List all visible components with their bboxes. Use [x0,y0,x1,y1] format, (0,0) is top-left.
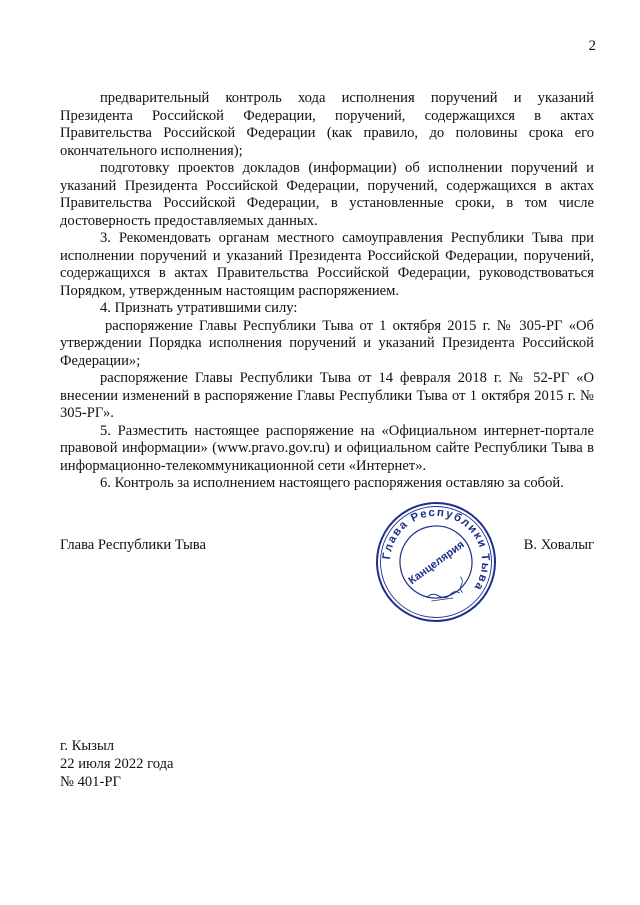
paragraph: 3. Рекомендовать органам местного самоуправления Республики Тыва при исполнении поручений и указаний Президента Российской Федерации, поручений, содержащихся в актах Правительства Российской Федерации, руководствоваться Порядком, утвержденным настоящим распоряжением. [60,230,594,299]
paragraph: 4. Признать утратившими силу: [100,300,298,316]
document-body [60,90,594,493]
paragraph: 6. Контроль за исполнением настоящего распоряжения оставляю за собой. [100,475,564,491]
paragraph: предварительный контроль хода исполнения поручений и указаний Президента Российской Федерации, поручений, содержащихся в актах Правительства Российской Федерации (как правило, до половины срока его окончательного исполнения); [60,90,594,159]
official-stamp [374,500,498,624]
document-number: № 401-РГ [60,774,121,790]
svg-text:Глава Республики Тыва [375,500,496,606]
page-number: 2 [588,38,596,54]
stamp-seal-icon [374,500,498,624]
stamp-outer-text: Глава Республики Тыва [380,506,492,594]
document-footer [60,737,173,791]
paragraph: распоряжение Главы Республики Тыва от 14 февраля 2018 г. № 52-РГ «О внесении изменений в распоряжение Главы Республики Тыва от 1 октября 2015 г. № 305-РГ». [60,370,594,421]
stamp-inner-text: Канцелярия [406,538,467,588]
paragraph: 5. Разместить настоящее распоряжение на «Официальном интернет-портале правовой информации» (www.pravo.gov.ru) и официальном сайте Республики Тыва в информационно-телекоммуникационной сети «Интернет». [60,422,594,474]
city: г. Кызыл [60,738,115,754]
paragraph: распоряжение Главы Республики Тыва от 1 октября 2015 г. № 305-РГ «Об утверждении Порядка исполнения поручений и указаний Президента Российской Федерации»; [60,317,594,369]
paragraph: подготовку проектов докладов (информации) об исполнении поручений и указаний Президента Российской Федерации, поручений, содержащихся в актах Правительства Российской Федерации, в установленные сроки, в том числе достоверность предоставляемых данных. [60,160,594,229]
signatory-name: В. Ховалыг [523,537,594,553]
signature-block [60,537,594,557]
document-date: 22 июля 2022 года [60,756,174,772]
signatory-position: Глава Республики Тыва [60,537,206,553]
